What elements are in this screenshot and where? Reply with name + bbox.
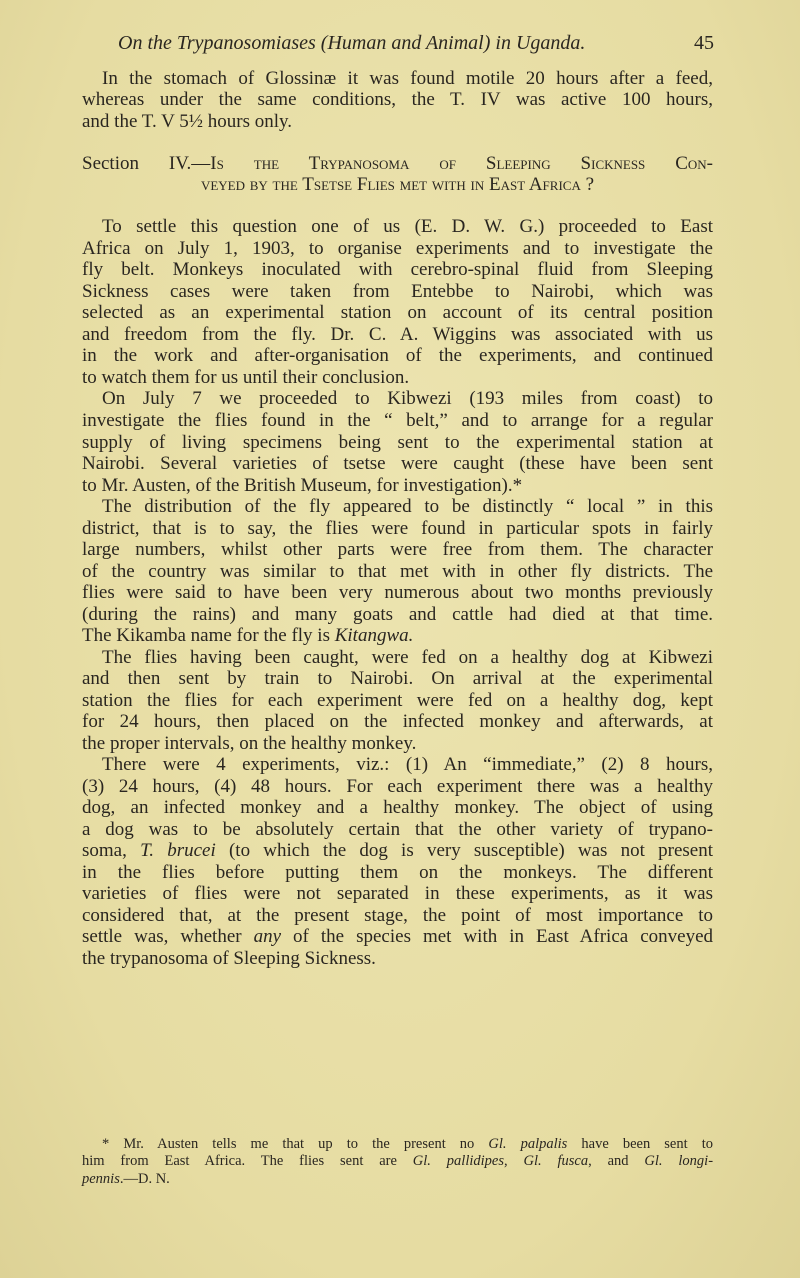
- text-segment: in the flies before putting them on the monkeys. The different: [82, 862, 713, 883]
- footnote-line: [82, 1171, 713, 1188]
- text-segment: supply of living specimens being sent to the experimental station at: [82, 432, 713, 453]
- text-segment: ,: [503, 1153, 524, 1169]
- text-segment: (during the rains) and many goats and cattle had died at that time.: [82, 604, 713, 625]
- italic-text: Gl. palpalis: [488, 1136, 568, 1152]
- footnote-line: [82, 1153, 713, 1170]
- text-line: [82, 238, 713, 259]
- small-caps-text: Is the Trypanosoma of Sleeping Sickness Con-: [210, 153, 714, 174]
- text-line: [82, 711, 713, 732]
- text-segment: the proper intervals, on the healthy monkey.: [82, 733, 417, 754]
- text-segment: and the T. V 5½ hours only.: [82, 111, 293, 132]
- italic-text: T. brucei: [140, 840, 216, 861]
- text-line: [82, 539, 713, 560]
- text-segment: fly belt. Monkeys inoculated with cerebro-spinal fluid from Sleeping: [82, 259, 713, 280]
- text-line: [82, 819, 713, 840]
- text-segment: in the work and after-organisation of the experiments, and continued: [82, 345, 713, 366]
- text-line: [82, 281, 713, 302]
- text-segment: to Mr. Austen, of the British Museum, for investigation).*: [82, 475, 523, 496]
- text-line: [82, 259, 713, 280]
- text-line: [82, 153, 713, 174]
- text-line: [82, 797, 713, 818]
- page-number: 45: [694, 32, 714, 54]
- text-segment: whereas under the same conditions, the T. IV was active 100 hours,: [82, 89, 713, 110]
- text-segment: * Mr. Austen tells me that up to the present no: [102, 1136, 489, 1152]
- text-line: [82, 776, 713, 797]
- text-segment: and then sent by train to Nairobi. On arrival at the experimental: [82, 668, 713, 689]
- text-line: [82, 905, 713, 926]
- text-segment: to watch them for us until their conclusion.: [82, 367, 410, 388]
- text-line: [82, 111, 713, 132]
- text-line: [82, 733, 713, 754]
- text-segment: large numbers, whilst other parts were free from them. The character: [82, 539, 713, 560]
- text-line: [82, 926, 713, 947]
- text-line: [82, 840, 713, 861]
- text-line: [82, 561, 713, 582]
- text-segment: There were 4 experiments, viz.: (1) An “immediate,” (2) 8 hours,: [102, 754, 713, 775]
- text-segment: have been sent to: [567, 1136, 714, 1152]
- text-line: [82, 518, 713, 539]
- text-segment: of the species met with in East Africa conveyed: [281, 926, 714, 947]
- text-segment: , and: [588, 1153, 645, 1169]
- text-segment: Section IV.—: [82, 153, 211, 174]
- running-head: [118, 32, 714, 55]
- text-segment: investigate the flies found in the “ belt,” and to arrange for a regular: [82, 410, 713, 431]
- text-segment: In the stomach of Glossinæ it was found motile 20 hours after a feed,: [102, 68, 713, 89]
- text-segment: considered that, at the present stage, the point of most importance to: [82, 905, 713, 926]
- italic-text: Gl. fusca: [523, 1153, 589, 1169]
- running-head-title: On the Trypanosomiases (Human and Animal) in Uganda.: [118, 32, 586, 54]
- text-line: [82, 625, 713, 646]
- text-line: [82, 367, 713, 388]
- footnote-line: [102, 1136, 713, 1153]
- text-segment: soma,: [82, 840, 141, 861]
- text-segment: of the country was similar to that met with in other fly districts. The: [82, 561, 713, 582]
- text-segment: To settle this question one of us (E. D. W. G.) proceeded to East: [102, 216, 713, 237]
- text-segment: On July 7 we proceeded to Kibwezi (193 miles from coast) to: [102, 388, 713, 409]
- text-line: [82, 690, 713, 711]
- italic-text: Kitangwa.: [334, 625, 414, 646]
- text-segment: dog, an infected monkey and a healthy monkey. The object of using: [82, 797, 713, 818]
- text-segment: Nairobi. Several varieties of tsetse were caught (these have been sent: [82, 453, 713, 474]
- text-segment: him from East Africa. The flies sent are: [82, 1153, 413, 1169]
- text-line: [102, 216, 713, 237]
- text-segment: Africa on July 1, 1903, to organise experiments and to investigate the: [82, 238, 713, 259]
- text-segment: station the flies for each experiment were fed on a healthy dog, kept: [82, 690, 713, 711]
- text-line: [82, 862, 713, 883]
- italic-text: any: [253, 926, 282, 947]
- text-segment: The flies having been caught, were fed on a healthy dog at Kibwezi: [102, 647, 713, 668]
- text-segment: a dog was to be absolutely certain that the other variety of trypano-: [82, 819, 713, 840]
- text-segment: varieties of flies were not separated in these experiments, as it was: [82, 883, 713, 904]
- text-line: [82, 345, 713, 366]
- text-segment: Sickness cases were taken from Entebbe to Nairobi, which was: [82, 281, 713, 302]
- text-segment: district, that is to say, the flies were found in particular spots in fairly: [82, 518, 713, 539]
- text-segment: the trypanosoma of Sleeping Sickness.: [82, 948, 376, 969]
- text-line: [82, 668, 713, 689]
- italic-text: pennis: [82, 1171, 120, 1187]
- text-line: [102, 754, 713, 775]
- text-segment: selected as an experimental station on account of its central position: [82, 302, 713, 323]
- text-line: [102, 647, 713, 668]
- text-segment: for 24 hours, then placed on the infected monkey and afterwards, at: [82, 711, 713, 732]
- text-segment: The distribution of the fly appeared to be distinctly “ local ” in this: [102, 496, 713, 517]
- text-line: [102, 388, 713, 409]
- text-line: [82, 410, 713, 431]
- text-segment: (to which the dog is very susceptible) was not present: [215, 840, 714, 861]
- text-segment: (3) 24 hours, (4) 48 hours. For each experiment there was a healthy: [82, 776, 713, 797]
- text-line: [102, 496, 713, 517]
- text-line: [82, 453, 713, 474]
- text-segment: .—D. N.: [119, 1171, 170, 1187]
- italic-text: Gl. pallidipes: [412, 1153, 504, 1169]
- text-line: [82, 89, 713, 110]
- text-line: [82, 302, 713, 323]
- text-segment: settle was, whether: [82, 926, 254, 947]
- text-segment: and freedom from the fly. Dr. C. A. Wiggins was associated with us: [82, 324, 713, 345]
- text-line: [82, 948, 713, 969]
- text-line: [82, 174, 713, 195]
- text-line: [82, 604, 713, 625]
- text-line: [82, 475, 713, 496]
- text-segment: flies were said to have been very numerous about two months previously: [82, 582, 713, 603]
- text-line: [82, 432, 713, 453]
- italic-text: Gl. longi-: [644, 1153, 714, 1169]
- small-caps-text: veyed by the Tsetse Flies met with in East Africa ?: [200, 174, 595, 195]
- text-line: [82, 324, 713, 345]
- text-segment: The Kikamba name for the fly is: [82, 625, 335, 646]
- text-line: [82, 582, 713, 603]
- text-line: [102, 68, 713, 89]
- text-line: [82, 883, 713, 904]
